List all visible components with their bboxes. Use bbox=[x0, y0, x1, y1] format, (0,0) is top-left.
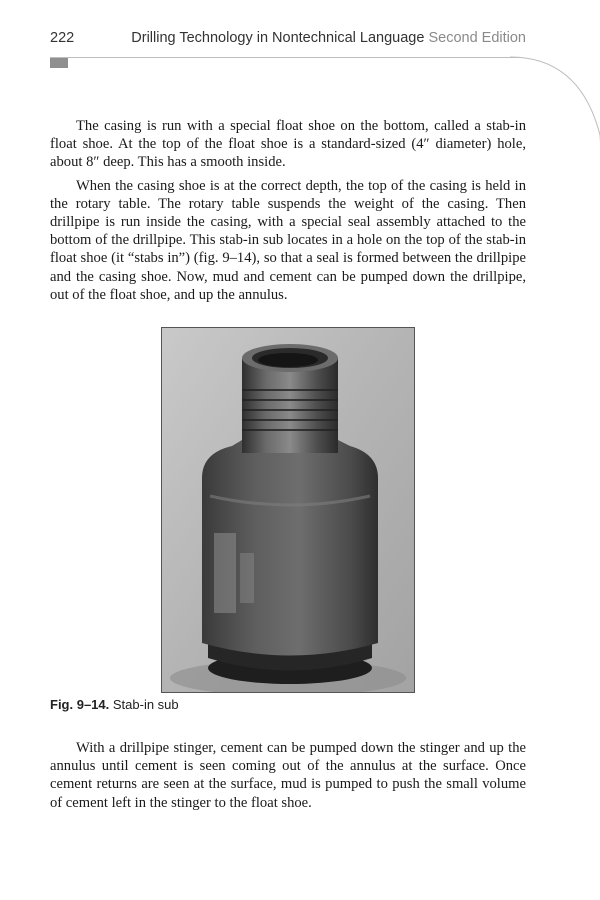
body-text-top bbox=[50, 117, 526, 304]
page-number: 222 bbox=[50, 30, 75, 46]
book-title: Drilling Technology in Nontechnical Language bbox=[131, 30, 425, 46]
body-text-bottom bbox=[50, 739, 526, 812]
figure-caption bbox=[50, 697, 179, 712]
header-rule bbox=[50, 57, 520, 58]
running-header bbox=[50, 28, 526, 50]
paragraph: With a drillpipe stinger, cement can be pumped down the stinger and up the annulus until cement is seen coming out of the annulus at the surface. Once cement returns are seen at the surface, mud is pumped to push the small volume of cement left in the stinger to the float shoe. bbox=[50, 740, 526, 811]
figure-label: Fig. 9–14. bbox=[50, 697, 110, 712]
running-title bbox=[131, 30, 526, 46]
edition-label: Second Edition bbox=[428, 30, 526, 46]
figure-caption-text: Stab-in sub bbox=[112, 697, 179, 712]
paragraph: The casing is run with a special float shoe on the bottom, called a stab-in float shoe. At the top of the float shoe is a standard-sized (4″ diameter) hole, about 8″ deep. This has a smooth inside. bbox=[50, 118, 526, 171]
header-marker bbox=[50, 58, 68, 68]
paragraph: When the casing shoe is at the correct depth, the top of the casing is held in the rotary table. The rotary table suspends the weight of the casing. Then drillpipe is run inside the casing, with a special seal assembly attached to the bottom of the drillpipe. This stab-in sub locates in a hole on the top of the stab-in float shoe (it “stabs in”) (fig. 9–14), so that a seal is formed between the drillpipe and the casing shoe. Now, mud and cement can be pumped down the drillpipe, out of the float shoe, and up the annulus. bbox=[50, 177, 526, 303]
figure-photo-stab-in-sub bbox=[161, 327, 415, 693]
